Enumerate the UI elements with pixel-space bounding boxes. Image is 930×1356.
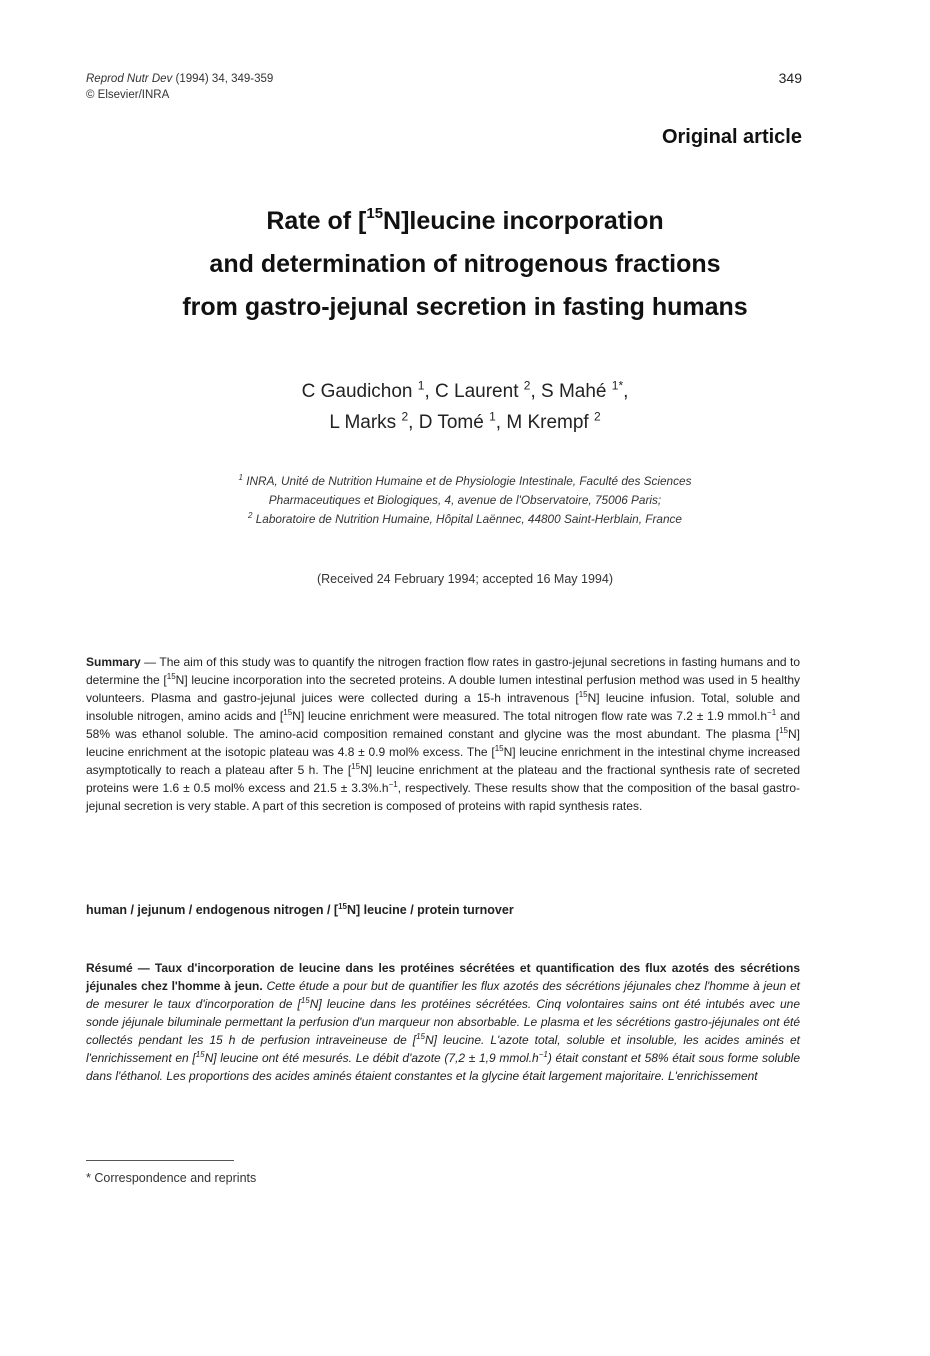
keywords-text: N] leucine / protein turnover bbox=[347, 903, 514, 917]
summary-text: , respectively. These results show that the composition of the basal gastro-jejunal secretion is very stable. A part of this secretion is composed of proteins with rapid synthesis rates. bbox=[86, 781, 800, 813]
affiliation-1-cont: Pharmaceutiques et Biologiques, 4, avenue de l'Observatoire, 75006 Paris; bbox=[268, 493, 662, 507]
affil-mark: 2 bbox=[248, 511, 253, 521]
resume-text: N] leucine dans les protéines sécrétées. Cinq volontaires sains ont été intubés avec une sonde jéjunale biluminale permettant la perfusion d'un marqueur non absorbable. Le plasma et les sécrétions gastro-jéjunales ont été collectés pendant les 15 h de perfusion intraveineuse de [ bbox=[86, 997, 801, 1047]
title-text: Rate of [ bbox=[266, 207, 367, 235]
title-line-3: from gastro-jejunal secretion in fasting humans bbox=[182, 293, 748, 321]
journal-citation bbox=[86, 71, 273, 103]
author-name: , D Tomé bbox=[408, 412, 490, 433]
title-line-2: and determination of nitrogenous fractions bbox=[209, 250, 721, 278]
author-name: , C Laurent bbox=[424, 381, 524, 402]
received-dates: (Received 24 February 1994; accepted 16 May 1994) bbox=[316, 572, 613, 586]
author-name: , M Krempf bbox=[495, 412, 594, 433]
summary-sup: 15 bbox=[779, 726, 788, 735]
resume-text: ) était constant et 58% était sous forme soluble dans l'éthanol. Les proportions des acides aminés étaient constantes et la glycine était largement majoritaire. L'enrichissement bbox=[86, 1051, 800, 1083]
summary-text: N] leucine enrichment were measured. The total nitrogen flow rate was 7.2 ± 1.9 mmol.h bbox=[292, 709, 768, 723]
summary-abstract bbox=[86, 653, 800, 815]
author-affil-mark: 2 bbox=[401, 409, 409, 424]
authors-line-2 bbox=[80, 407, 850, 438]
affiliation-2 bbox=[100, 510, 830, 529]
journal-name: Reprod Nutr Dev bbox=[86, 73, 173, 85]
author-name: C Gaudichon bbox=[301, 381, 418, 402]
summary-text: N] leucine infusion. Total, soluble and insoluble nitrogen, amino acids and [ bbox=[86, 691, 801, 723]
resume-sup: 15 bbox=[300, 996, 310, 1005]
summary-text: N] leucine enrichment at the isotopic plateau was 4.8 ± 0.9 mol% excess. The [ bbox=[86, 727, 800, 759]
resume-heading: Résumé — Taux d'incorporation de leucine dans les protéines sécrétées et quantification des flux azotés des sécrétions jéjunales chez l'homme à jeun. bbox=[86, 961, 800, 993]
affiliations bbox=[100, 472, 830, 529]
article-type: Original article bbox=[661, 126, 802, 148]
summary-sup: 15 bbox=[283, 708, 293, 717]
summary-sup: 15 bbox=[351, 762, 361, 771]
affil-mark: 1 bbox=[238, 473, 243, 483]
resume-text: Cette étude a pour but de quantifier les flux azotés des sécrétions jéjunales chez l'homme à jeun et de mesurer le taux d'incorporation de [ bbox=[86, 979, 800, 1011]
summary-text: and 58% was ethanol soluble. The amino-acid composition remained constant and glycine was the most abundant. The plasma [ bbox=[86, 709, 800, 741]
summary-sup: −1 bbox=[388, 780, 398, 789]
summary-text: N] leucine enrichment at the plateau and the fractional synthesis rate of secreted proteins were 1.6 ± 0.5 mol% excess and 21.5 ± 3.3%.h bbox=[86, 763, 800, 795]
summary-sup: 15 bbox=[494, 744, 504, 753]
resume-sup: −1 bbox=[538, 1050, 548, 1059]
summary-sup: −1 bbox=[767, 708, 777, 717]
author-affil-mark: 2 bbox=[593, 409, 601, 424]
resume-text: N] leucine ont été mesurés. Le débit d'azote (7,2 ± 1,9 mmol.h bbox=[204, 1051, 539, 1065]
summary-sup: 15 bbox=[166, 672, 176, 681]
publisher-line: © Elsevier/INRA bbox=[86, 89, 170, 101]
resume-sup: 15 bbox=[416, 1032, 425, 1041]
summary-text: N] leucine incorporation into the secreted proteins. A double lumen intestinal perfusion method was used in 5 healthy volunteers. Plasma and gastro-jejunal juices were collected during a 15-h intravenous [ bbox=[86, 673, 800, 705]
summary-text: N] leucine enrichment in the intestinal chyme increased asymptotically to reach a plateau after 5 h. The [ bbox=[86, 745, 801, 777]
title-superscript: 15 bbox=[366, 204, 384, 222]
title-line-1 bbox=[80, 200, 850, 243]
article-title bbox=[80, 200, 850, 329]
author-separator: , bbox=[623, 381, 629, 402]
author-affil-mark: 2 bbox=[523, 378, 531, 393]
affil-text: Laboratoire de Nutrition Humaine, Hôpital Laënnec, 44800 Saint-Herblain, France bbox=[252, 512, 682, 526]
summary-sup: 15 bbox=[578, 690, 588, 699]
author-affil-mark: 1 bbox=[417, 378, 425, 393]
summary-text: — The aim of this study was to quantify the nitrogen fraction flow rates in gastro-jejunal secretions in fasting humans and to determine the [ bbox=[86, 655, 800, 687]
resume-abstract bbox=[86, 959, 800, 1085]
journal-volume-pages: (1994) 34, 349-359 bbox=[172, 73, 274, 85]
author-list bbox=[80, 376, 850, 438]
authors-line-1 bbox=[80, 376, 850, 407]
correspondence-footnote: * Correspondence and reprints bbox=[86, 1171, 257, 1185]
author-affil-mark: 1* bbox=[611, 378, 624, 393]
resume-text: N] leucine. L'azote total, soluble et insoluble, les acides aminés et l'enrichissement en [ bbox=[86, 1033, 800, 1065]
summary-heading: Summary bbox=[86, 655, 141, 669]
resume-sup: 15 bbox=[195, 1050, 205, 1059]
page-number: 349 bbox=[778, 70, 802, 86]
keywords bbox=[86, 903, 800, 917]
keywords-text: human / jejunum / endogenous nitrogen / [ bbox=[86, 903, 339, 917]
author-affil-mark: 1 bbox=[489, 409, 496, 424]
author-name: , S Mahé bbox=[530, 381, 612, 402]
author-name: L Marks bbox=[329, 412, 402, 433]
keywords-sup: 15 bbox=[338, 901, 347, 911]
title-text: N]leucine incorporation bbox=[383, 207, 664, 235]
affiliation-1 bbox=[100, 472, 830, 491]
footnote-rule bbox=[86, 1160, 234, 1161]
affil-text: INRA, Unité de Nutrition Humaine et de Physiologie Intestinale, Faculté des Sciences bbox=[242, 474, 692, 488]
